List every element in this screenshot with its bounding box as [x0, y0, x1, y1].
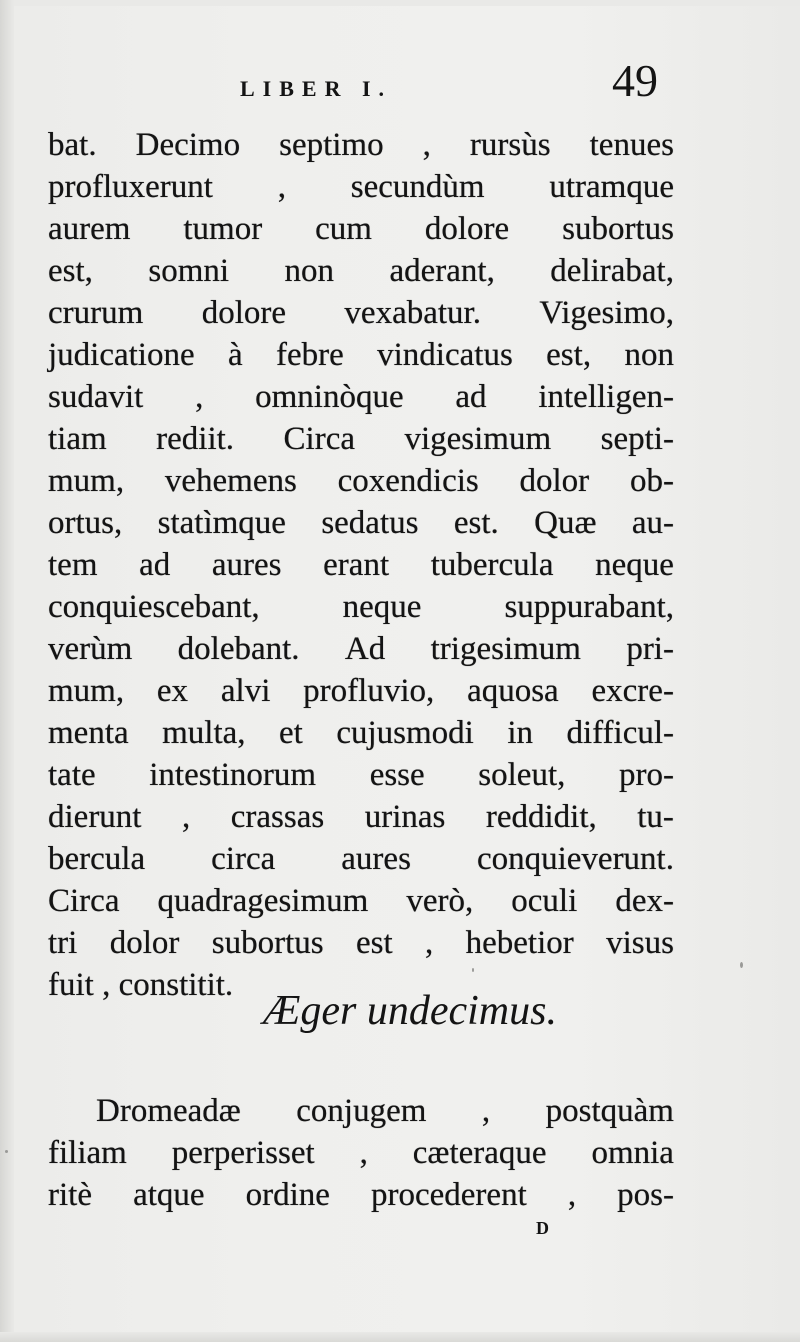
- text-line: [48, 376, 674, 418]
- word: ,: [425, 925, 434, 961]
- word: cæteraque: [412, 1135, 547, 1171]
- word: verò,: [406, 883, 474, 919]
- word: septi-: [600, 421, 674, 457]
- word: procederent: [371, 1177, 527, 1213]
- word: delirabat,: [550, 253, 674, 289]
- word: intelligen-: [538, 379, 674, 415]
- word: aderant,: [389, 253, 495, 289]
- word: tubercula: [430, 547, 554, 583]
- word: in: [507, 715, 533, 751]
- word: vehemens: [164, 463, 297, 499]
- word: mum,: [48, 463, 125, 499]
- word: rursùs: [469, 127, 551, 163]
- word: est,: [546, 337, 592, 373]
- word: Quæ: [534, 505, 597, 541]
- word: tem: [48, 547, 98, 583]
- word: ,: [195, 379, 204, 415]
- word: pri-: [626, 631, 674, 667]
- page-bottom-shadow: [0, 1332, 800, 1342]
- word: crassas: [230, 799, 325, 835]
- text-line: [48, 628, 674, 670]
- text-line: [48, 544, 674, 586]
- word: dolor: [519, 463, 590, 499]
- word: febre: [276, 337, 344, 373]
- word: Dromeadæ: [96, 1093, 241, 1129]
- word: crurum: [48, 295, 144, 331]
- text-line: [48, 1174, 674, 1216]
- word: coxendicis: [337, 463, 479, 499]
- word: oculi: [511, 883, 578, 919]
- paper-speck: [5, 1150, 8, 1153]
- text-line: [48, 208, 674, 250]
- word: dolore: [424, 211, 510, 247]
- word: ,: [181, 799, 191, 835]
- word: suppurabant,: [504, 589, 674, 625]
- word: aures: [211, 547, 282, 583]
- word: urinas: [364, 799, 446, 835]
- word: dex-: [615, 883, 674, 919]
- paper-speck: [740, 962, 743, 968]
- word: soleut,: [478, 757, 566, 793]
- word: sudavit: [48, 379, 144, 415]
- word: tenues: [589, 127, 674, 163]
- word: bat.: [48, 127, 97, 163]
- word: ritè: [48, 1177, 92, 1213]
- word: ob-: [629, 463, 674, 499]
- word: Circa: [283, 421, 355, 457]
- word: ,: [481, 1093, 491, 1129]
- word: esse: [369, 757, 425, 793]
- word: hebetior: [465, 925, 574, 961]
- word: aurem: [48, 211, 131, 247]
- running-head: LIBER I.: [240, 76, 393, 101]
- text-line: [48, 922, 674, 964]
- word: est,: [48, 253, 93, 289]
- word: bercula: [48, 841, 146, 877]
- word: quadragesimum: [157, 883, 369, 919]
- word: cum: [315, 211, 372, 247]
- word: rediit.: [156, 421, 235, 457]
- word: non: [624, 337, 674, 373]
- section-heading: Æger undecimus.: [263, 988, 557, 1034]
- word: profluxerunt: [48, 169, 213, 205]
- page-number: 49: [612, 55, 658, 106]
- text-line: [48, 880, 674, 922]
- word: aures: [341, 841, 411, 877]
- word: dolore: [201, 295, 287, 331]
- word: conquieverunt.: [476, 841, 674, 877]
- word: tumor: [183, 211, 263, 247]
- word: est.: [453, 505, 499, 541]
- text-line: [48, 712, 674, 754]
- text-line: [48, 250, 674, 292]
- page-edge-shadow: [0, 0, 14, 1342]
- word: ,: [359, 1135, 368, 1171]
- word: omninòque: [255, 379, 404, 415]
- word: vexabatur.: [344, 295, 481, 331]
- text-line: [48, 754, 674, 796]
- word: conjugem: [296, 1093, 427, 1129]
- text-line: [48, 166, 674, 208]
- word: Vigesimo,: [539, 295, 674, 331]
- word: profluvio,: [303, 673, 435, 709]
- word: statìmque: [157, 505, 286, 541]
- word: trigesimum: [430, 631, 581, 667]
- word: somni: [148, 253, 230, 289]
- word: au-: [631, 505, 674, 541]
- word: dierunt: [48, 799, 142, 835]
- word: subortus: [211, 925, 324, 961]
- word: conquiescebant,: [48, 589, 260, 625]
- word: ,: [277, 169, 286, 205]
- word: non: [284, 253, 335, 289]
- word: Circa: [48, 883, 120, 919]
- word: ,: [422, 127, 431, 163]
- word: filiam: [48, 1135, 127, 1171]
- word: pos-: [617, 1177, 674, 1213]
- word: tate: [48, 757, 96, 793]
- signature-mark: D: [536, 1218, 549, 1238]
- text-line: [48, 796, 674, 838]
- text-line: [48, 418, 674, 460]
- word: à: [227, 337, 243, 373]
- word: utramque: [549, 169, 674, 205]
- word: ex: [156, 673, 189, 709]
- word: tu-: [637, 799, 674, 835]
- paragraph-2: [48, 1090, 674, 1216]
- word: est: [355, 925, 393, 961]
- word: difficul-: [566, 715, 674, 751]
- word: tri: [48, 925, 78, 961]
- text-line: [48, 292, 674, 334]
- word: dolebant.: [177, 631, 300, 667]
- text-line: [48, 460, 674, 502]
- word: ortus,: [48, 505, 123, 541]
- word: Decimo: [135, 127, 241, 163]
- word: cujusmodi: [336, 715, 474, 751]
- text-line: [48, 670, 674, 712]
- word: visus: [606, 925, 674, 961]
- word: omnia: [591, 1135, 674, 1171]
- text-line: [48, 1132, 674, 1174]
- word: reddidit,: [485, 799, 597, 835]
- word: septimo: [279, 127, 384, 163]
- word: atque: [133, 1177, 205, 1213]
- word: subortus: [562, 211, 674, 247]
- word: sedatus: [321, 505, 419, 541]
- word: vindicatus: [377, 337, 513, 373]
- word: erant: [323, 547, 390, 583]
- word: tiam: [48, 421, 107, 457]
- text-line: [48, 586, 674, 628]
- text-line: [48, 502, 674, 544]
- word: neque: [342, 589, 422, 625]
- paper-speck: [472, 968, 474, 972]
- word: excre-: [591, 673, 674, 709]
- word: ordine: [245, 1177, 330, 1213]
- paragraph-1: [48, 124, 674, 1006]
- word: judicatione: [48, 337, 195, 373]
- word: ,: [567, 1177, 577, 1213]
- word: mum,: [48, 673, 125, 709]
- word: neque: [595, 547, 674, 583]
- word: circa: [211, 841, 276, 877]
- text-line: [48, 334, 674, 376]
- word: multa,: [162, 715, 246, 751]
- word: dolor: [109, 925, 180, 961]
- word: intestinorum: [149, 757, 317, 793]
- word: postquàm: [545, 1093, 674, 1129]
- word: pro-: [618, 757, 674, 793]
- word: aquosa: [467, 673, 559, 709]
- word: alvi: [220, 673, 271, 709]
- text-line: fuit , constitit.: [48, 967, 234, 1003]
- word: secundùm: [350, 169, 485, 205]
- word: perperisset: [171, 1135, 315, 1171]
- text-line: [48, 838, 674, 880]
- word: verùm: [48, 631, 133, 667]
- word: vigesimum: [404, 421, 552, 457]
- word: et: [279, 715, 303, 751]
- word: Ad: [344, 631, 386, 667]
- page-header: [0, 55, 800, 118]
- text-line: [48, 1090, 674, 1132]
- word: menta: [48, 715, 129, 751]
- text-line: [48, 124, 674, 166]
- word: ad: [139, 547, 171, 583]
- word: ad: [455, 379, 487, 415]
